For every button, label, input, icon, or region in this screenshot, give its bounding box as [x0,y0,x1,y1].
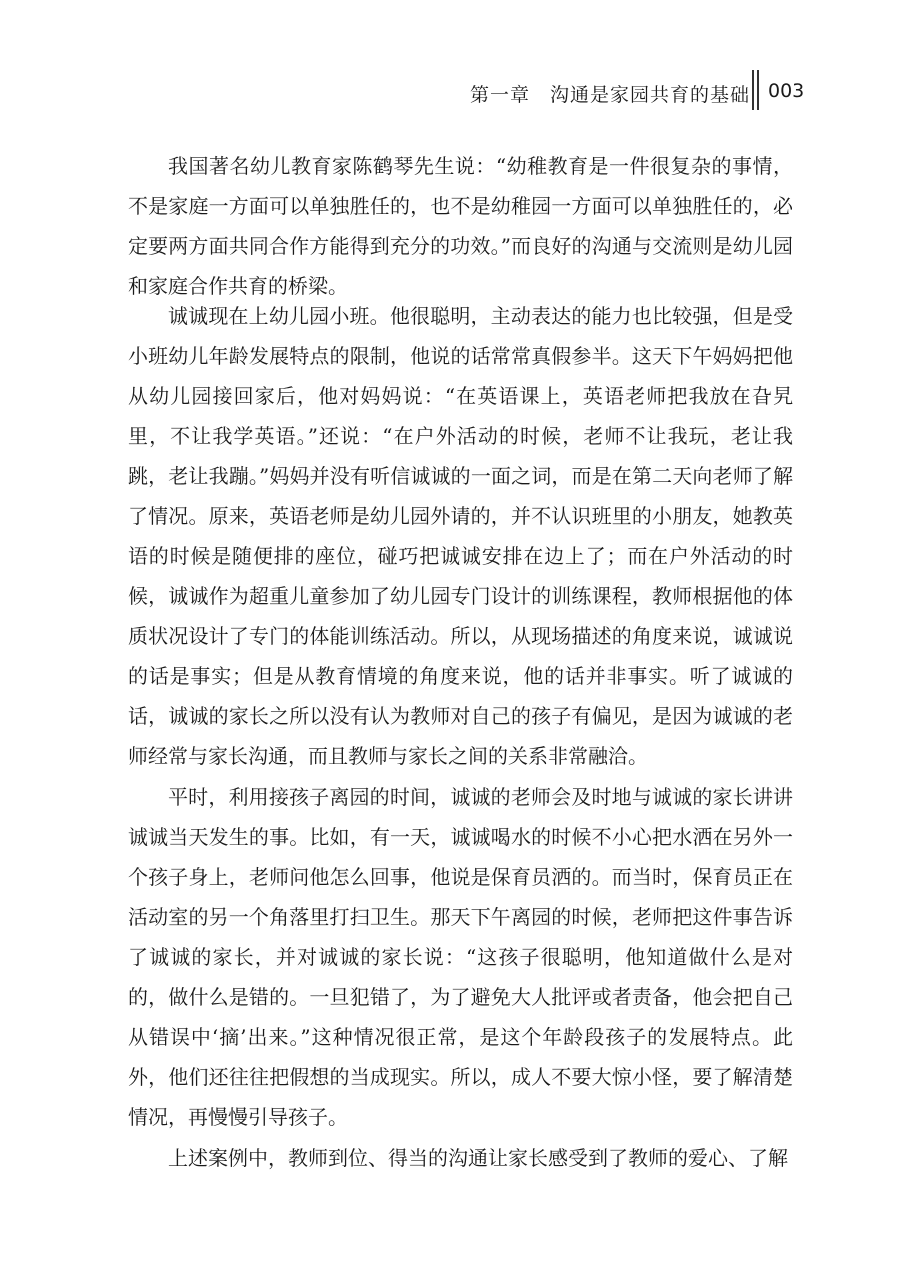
intro-paragraph: 我国著名幼儿教育家陈鹤琴先生说：“幼稚教育是一件很复杂的事情，不是家庭一方面可以单独胜任的，也不是幼稚园一方面可以单独胜任的，必定要两方面共同合作方能得到充分的功效。”而良好的沟通与交流则是幼儿园和家庭合作共育的桥梁。 [128,154,793,298]
running-header [0,70,900,118]
closing-paragraph: 上述案例中，教师到位、得当的沟通让家长感受到了教师的爱心、了解 [168,1146,788,1170]
closing-section [128,1138,793,1178]
header-divider [757,70,759,110]
intro-section [128,146,793,306]
case-section [128,296,793,1138]
header-divider [752,70,754,110]
case-paragraph: 诚诚现在上幼儿园小班。他很聪明，主动表达的能力也比较强，但是受小班幼儿年龄发展特点的限制，他说的话常常真假参半。这天下午妈妈把他从幼儿园接回家后，他对妈妈说：“在英语课上，英语老师把我放在旮旯里，不让我学英语。”还说：“在户外活动的时候，老师不让我玩，老让我跳，老让我蹦。”妈妈并没有听信诚诚的一面之词，而是在第二天向老师了解了情况。原来，英语老师是幼儿园外请的，并不认识班里的小朋友，她教英语的时候是随便排的座位，碰巧把诚诚安排在边上了；而在户外活动的时候，诚诚作为超重儿童参加了幼儿园专门设计的训练课程，教师根据他的体质状况设计了专门的体能训练活动。所以，从现场描述的角度来说，诚诚说的话是事实；但是从教育情境的角度来说，他的话并非事实。听了诚诚的话，诚诚的家长之所以没有认为教师对自己的孩子有偏见，是因为诚诚的老师经常与家长沟通，而且教师与家长之间的关系非常融洽。 [128,304,793,768]
page-number: 003 [768,80,805,102]
case-paragraph: 平时，利用接孩子离园的时间，诚诚的老师会及时地与诚诚的家长讲讲诚诚当天发生的事。比如，有一天，诚诚喝水的时候不小心把水洒在另外一个孩子身上，老师问他怎么回事，他说是保育员洒的。而当时，保育员正在活动室的另一个角落里打扫卫生。那天下午离园的时候，老师把这件事告诉了诚诚的家长，并对诚诚的家长说：“这孩子很聪明，他知道做什么是对的，做什么是错的。一旦犯错了，为了避免大人批评或者责备，他会把自己从错误中‘摘’出来。”这种情况很正常，是这个年龄段孩子的发展特点。此外，他们还往往把假想的当成现实。所以，成人不要大惊小怪，要了解清楚情况，再慢慢引导孩子。 [128,785,793,1129]
chapter-title: 第一章 沟通是家园共育的基础 [469,84,750,106]
